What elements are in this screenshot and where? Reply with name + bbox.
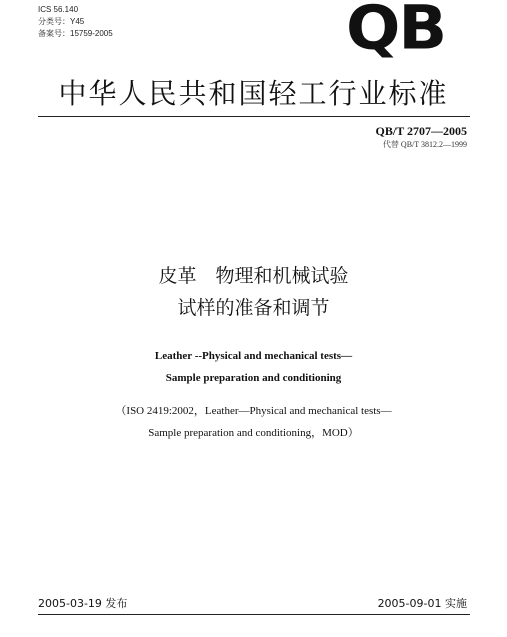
iso-reference bbox=[0, 400, 507, 444]
standard-number-block bbox=[376, 124, 467, 150]
english-title bbox=[0, 345, 507, 389]
document-meta bbox=[38, 4, 113, 40]
footer-divider bbox=[38, 614, 470, 615]
english-title-line2: Sample preparation and conditioning bbox=[165, 372, 342, 384]
iso-reference-line2: Sample preparation and conditioning，MOD） bbox=[148, 427, 359, 439]
header-divider bbox=[38, 116, 470, 117]
ics-code: ICS 56.140 bbox=[38, 5, 79, 14]
record-number: 备案号：15759-2005 bbox=[38, 29, 113, 38]
chinese-title bbox=[0, 260, 507, 324]
issue-date: 2005-03-19 发布 bbox=[38, 597, 128, 610]
standard-number: QB/T 2707—2005 bbox=[375, 124, 467, 138]
effective-date: 2005-09-01 实施 bbox=[377, 597, 467, 610]
iso-reference-line1: （ISO 2419:2002，Leather—Physical and mechanical tests— bbox=[115, 405, 392, 417]
organization-title: 中华人民共和国轻工行业标准 bbox=[58, 77, 449, 110]
replaces-standard: 代替 QB/T 3812.2—1999 bbox=[382, 140, 467, 149]
chinese-title-line2: 试样的准备和调节 bbox=[177, 297, 330, 319]
category-code: 分类号：Y45 bbox=[38, 17, 85, 26]
chinese-title-line1: 皮革 物理和机械试验 bbox=[158, 265, 349, 287]
english-title-line1: Leather --Physical and mechanical tests— bbox=[154, 350, 353, 362]
qb-logo: QB bbox=[346, 0, 446, 64]
